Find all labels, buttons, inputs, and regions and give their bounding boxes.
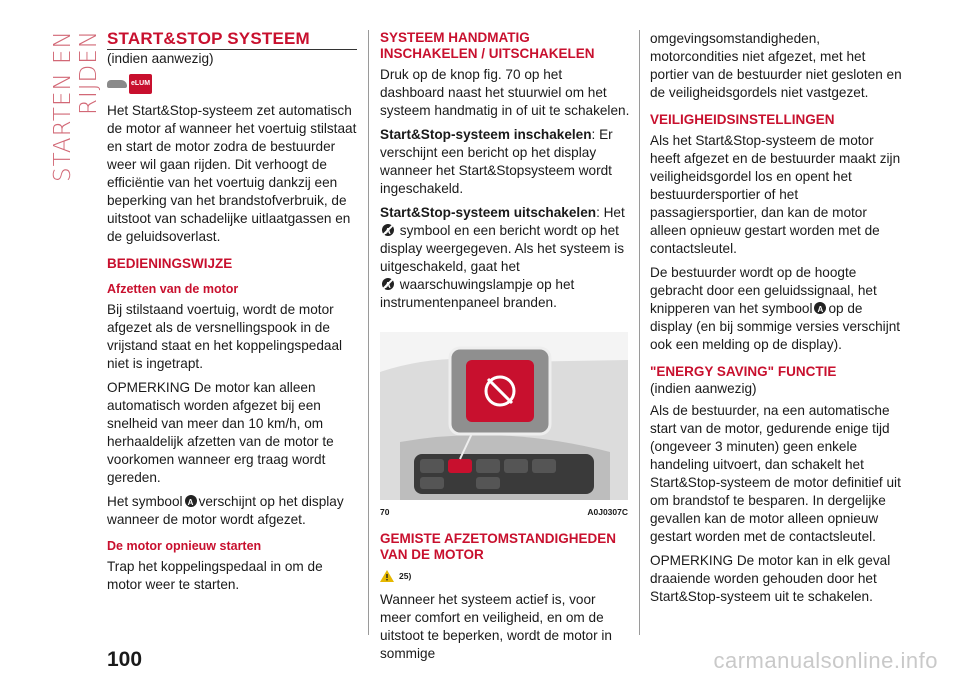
heading-afzetten: Afzetten van de motor — [107, 282, 239, 296]
heading-handmatig: SYSTEEM HANDMATIG INSCHAKELEN / UITSCHAKELEN — [380, 30, 595, 61]
elum-label: eLUM — [129, 74, 152, 94]
dashboard-button-illustration — [380, 332, 628, 500]
page-number: 100 — [107, 648, 143, 671]
paragraph-veiligheid: Als het Start&Stop-systeem de motor heeft afgezet en de bestuurder maakt zijn veiligheidsgordel los en opent het bestuurdersportier of het passagiersportier, dan kan de motor alleen opnieuw gestart worden met de contactsleutel. — [650, 133, 901, 256]
elum-badge — [107, 74, 357, 94]
paragraph-opnieuw: Trap het koppelingspedaal in om de motor weer te starten. — [107, 559, 323, 592]
paragraph-gemiste: Wanneer het systeem actief is, voor meer comfort en veiligheid, en om de uitstoot te beperken, wordt de motor in sommige — [380, 592, 612, 661]
section-side-title: STARTEN EN RIJDEN — [50, 30, 102, 182]
availability-note: (indien aanwezig) — [107, 51, 214, 66]
column-left — [107, 30, 357, 600]
warning-triangle-icon — [380, 570, 394, 582]
watermark: carmanualsonline.info — [713, 648, 938, 673]
figure-number: 70 — [380, 507, 390, 517]
paragraph-symbool: Het symboolA verschijnt op het display wanneer de motor wordt afgezet. — [107, 493, 357, 529]
paragraph-hoogte: De bestuurder wordt op de hoogte gebracht door een geluidssignaal, het knipperen van het symboolA op de display (en bij sommige versies verschijnt ook een melding op de display). — [650, 264, 905, 354]
start-stop-icon — [814, 302, 826, 314]
column-divider — [368, 30, 369, 635]
intro-paragraph: Het Start&Stop-systeem zet automatisch de motor af wanneer het voertuig stilstaat en start de motor zodra de bestuurder weer wil gaan rijden. Dit verhoogt de efficiëntie van het voertuig dankzij een beperking van het brandstofverbruik, de uitstoot van schadelijke uitlaatgassen en de geluidsoverlast. — [107, 103, 357, 244]
figure-70 — [380, 332, 628, 521]
start-stop-icon — [185, 495, 197, 507]
paragraph-energy: Als de bestuurder, na een automatische start van de motor, gedurende enige tijd (ongeveer 3 minuten) geen enkele handeling uitvoert, dan schakelt het Start&Stop-systeem de motor definitief uit om brandstof te besparen. In dergelijke gevallen kan de motor alleen opnieuw gestart worden met de contactsleutel. — [650, 403, 901, 544]
page-title: START&STOP SYSTEEM — [107, 30, 357, 50]
paragraph-omgeving: omgevingsomstandigheden, motorcondities niet afgezet, met het portier van de bestuurder niet gesloten en de veiligheidsgordels niet vastgezet. — [650, 31, 902, 100]
start-stop-off-icon — [382, 224, 394, 236]
column-right — [650, 30, 905, 612]
paragraph-druk: Druk op de knop fig. 70 op het dashboard naast het stuurwiel om het systeem handmatig in of uit te schakelen. — [380, 67, 630, 118]
heading-energy-saving: "ENERGY SAVING" FUNCTIE — [650, 364, 837, 379]
warning-reference: 25) — [380, 567, 630, 585]
paragraph-inschakelen: Start&Stop-systeem inschakelen: Er verschijnt een bericht op het display wanneer het Start&Stopsysteem wordt ingeschakeld. — [380, 127, 613, 196]
paragraph-opmerking: OPMERKING De motor kan alleen automatisch worden afgezet bij een snelheid van meer dan 10 km/h, om herhaaldelijk afzetten van de motor te voorkomen wanneer erg traag wordt gereden. — [107, 380, 334, 485]
paragraph-uitschakelen: Start&Stop-systeem uitschakelen: Het A symbool en een bericht wordt op het display weergegeven. Als het systeem is uitgeschakeld, gaat het A waarschuwingslampje op het instrumentenpaneel branden. — [380, 204, 630, 312]
start-stop-off-icon — [382, 278, 394, 290]
heading-veiligheid: VEILIGHEIDSINSTELLINGEN — [650, 112, 835, 127]
paragraph-afzetten: Bij stilstaand voertuig, wordt de motor afgezet als de versnellingspook in de vrijstand staat en het koppelingspedaal niet is ingetrapt. — [107, 302, 343, 371]
column-divider — [639, 30, 640, 635]
figure-code: A0J0307C — [587, 507, 628, 517]
paragraph-opmerking-2: OPMERKING De motor kan in elk geval draaiende worden gehouden door het Start&Stop-systeem uit te schakelen. — [650, 553, 891, 604]
heading-opnieuw-starten: De motor opnieuw starten — [107, 539, 262, 553]
energy-availability: (indien aanwezig) — [650, 381, 757, 396]
heading-gemiste: GEMISTE AFZETOMSTANDIGHEDEN VAN DE MOTOR — [380, 531, 617, 562]
heading-bedieningswijze: BEDIENINGSWIJZE — [107, 256, 233, 271]
car-icon — [107, 80, 127, 88]
column-middle — [380, 30, 630, 669]
